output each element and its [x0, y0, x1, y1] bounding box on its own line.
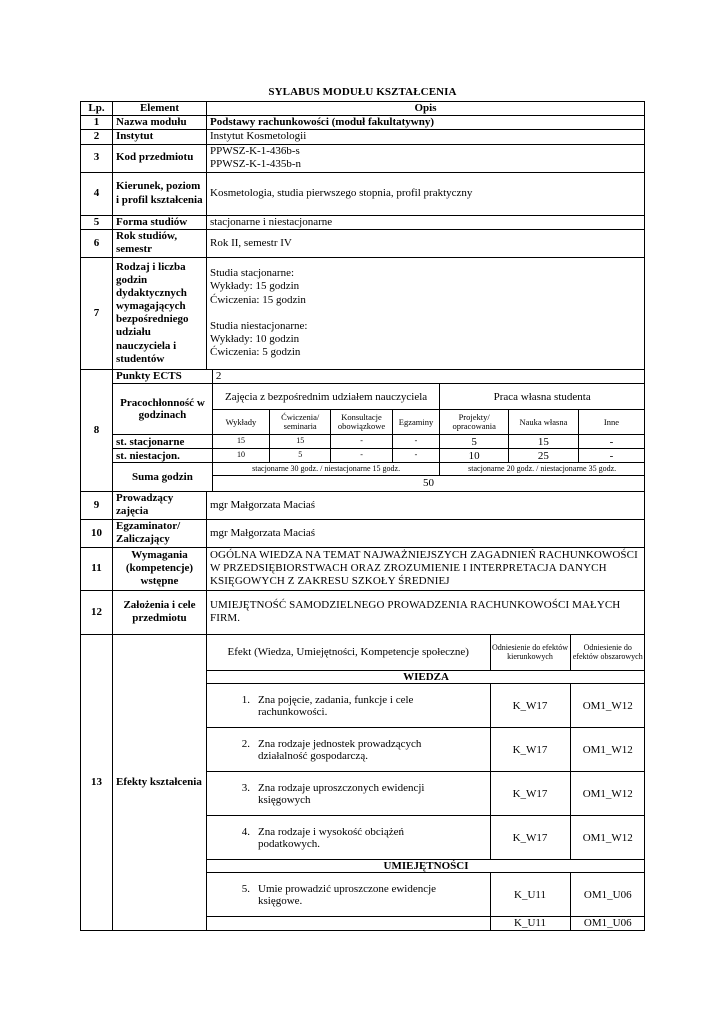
row-element: Egzaminator/ Zaliczający: [113, 519, 207, 547]
row-goals: [81, 590, 645, 634]
row-number: 8: [81, 369, 113, 491]
requirements-value: OGÓLNA WIEDZA NA TEMAT NAJWAŻNIEJSZYCH ZAGADNIEŃ RACHUNKOWOŚCI W PRZEDSIĘBIORSTWACH ORAZ ZROZUMIENIE I INTERPRETACJA DANYCH KSIĘGOWYCH Z ZAKRESU SZKOŁY ŚREDNIEJ: [207, 547, 645, 590]
module-name-value: Podstawy rachunkowości (moduł fakultatywny): [207, 116, 645, 130]
outcome-obsz: OM1_W12: [570, 772, 645, 816]
outcome-kier: K_W17: [490, 684, 570, 728]
header-row: [81, 102, 645, 116]
row-element: Nazwa modułu: [113, 116, 207, 130]
col-consultations: Konsultacje obowiązkowe: [331, 410, 392, 435]
hours-stac-exercises: Ćwiczenia: 15 godzin: [210, 293, 306, 306]
col-lectures: Wykłady: [212, 410, 269, 435]
row-element: Założenia i cele przedmiotu: [113, 590, 207, 634]
course-code-nonstationary: PPWSZ-K-1-435b-n: [210, 158, 302, 171]
col-self-study: Nauka własna: [509, 410, 579, 435]
row-examiner: [81, 519, 645, 547]
niestac-cell: -: [331, 449, 392, 463]
hours-niestac-lectures: Wykłady: 10 godzin: [210, 332, 300, 345]
row-study-form: [81, 215, 645, 229]
knowledge-heading: WIEDZA: [207, 671, 645, 684]
workload-table: [113, 370, 644, 491]
row-element: Forma studiów: [113, 215, 207, 229]
examiner-value: mgr Małgorzata Maciaś: [207, 519, 645, 547]
row-institute: [81, 130, 645, 144]
col-other: Inne: [578, 410, 644, 435]
row-number: 10: [81, 519, 113, 547]
stac-label: st. stacjonarne: [113, 435, 212, 449]
institute-value: Instytut Kosmetologii: [207, 130, 645, 144]
row-outcomes: [81, 634, 645, 930]
row-number: 7: [81, 257, 113, 369]
stac-cell: 5: [440, 435, 509, 449]
outcome-kier: K_U11: [490, 873, 570, 917]
row-number: 5: [81, 215, 113, 229]
outcome-kier: K_W17: [490, 816, 570, 860]
outcome-item-empty: [207, 917, 490, 930]
stac-cell: -: [392, 435, 440, 449]
row-element: Kierunek, poziom i profil kształcenia: [113, 172, 207, 215]
workload-label: Pracochłonność w godzinach: [113, 384, 212, 435]
ects-label: Punkty ECTS: [113, 370, 212, 384]
row-element: Rok studiów, semestr: [113, 229, 207, 257]
col-kier-header: Odniesienie do efektów kierunkowych: [490, 635, 570, 671]
stac-cell: -: [331, 435, 392, 449]
ects-value: 2: [212, 370, 644, 384]
year-value: Rok II, semestr IV: [207, 229, 645, 257]
col-obsz-header: Odniesienie do efektów obszarowych: [570, 635, 645, 671]
row-module-name: [81, 116, 645, 130]
row-element: Efekty kształcenia: [113, 634, 207, 930]
outcome-obsz: OM1_W12: [570, 728, 645, 772]
niestac-cell: 25: [509, 449, 579, 463]
outcome-item: [207, 816, 490, 860]
hours-value: [207, 257, 645, 369]
outcome-text: Zna rodzaje jednostek prowadzących działalność gospodarczą.: [258, 737, 422, 762]
direct-hours-heading: Zajęcia z bezpośrednim udziałem nauczyciela: [212, 384, 439, 410]
outcome-number: 3.: [241, 781, 250, 794]
row-number: 3: [81, 144, 113, 172]
goals-value: UMIEJĘTNOŚĆ SAMODZIELNEGO PROWADZENIA RACHUNKOWOŚCI MAŁYCH FIRM.: [207, 590, 645, 634]
study-form-value: stacjonarne i niestacjonarne: [207, 215, 645, 229]
hours-niestac-heading: Studia niestacjonarne:: [210, 319, 308, 332]
row-hours: [81, 257, 645, 369]
row-number: 2: [81, 130, 113, 144]
outcome-number: 1.: [241, 693, 250, 706]
row-number: 4: [81, 172, 113, 215]
row-number: 6: [81, 229, 113, 257]
col-projects: Projekty/ opracowania: [440, 410, 509, 435]
header-lp: Lp.: [81, 102, 113, 116]
outcome-text: Zna rodzaje i wysokość obciążeń podatkowych.: [258, 825, 404, 850]
outcome-number: 4.: [241, 825, 250, 838]
outcome-kier: K_U11: [490, 917, 570, 930]
outcome-text: Zna pojęcie, zadania, funkcje i cele rachunkowości.: [258, 693, 414, 718]
outcome-item: [207, 772, 490, 816]
col-exams: Egzaminy: [392, 410, 440, 435]
row-element: Instytut: [113, 130, 207, 144]
course-code-stationary: PPWSZ-K-1-436b-s: [210, 144, 300, 157]
niestac-cell: -: [578, 449, 644, 463]
stac-cell: 15: [270, 435, 331, 449]
outcome-number: 5.: [241, 882, 250, 895]
col-exercises: Ćwiczenia/ seminaria: [270, 410, 331, 435]
row-number: 9: [81, 491, 113, 519]
sum-total: 50: [212, 476, 644, 491]
outcome-number: 2.: [241, 737, 250, 750]
header-opis: Opis: [207, 102, 645, 116]
row-year: [81, 229, 645, 257]
outcome-kier: K_W17: [490, 772, 570, 816]
outcome-text: Zna rodzaje uproszczonych ewidencji księgowych: [258, 781, 425, 806]
hours-stac-lectures: Wykłady: 15 godzin: [210, 280, 300, 293]
row-number: 11: [81, 547, 113, 590]
row-element: Prowadzący zajęcia: [113, 491, 207, 519]
row-element: Rodzaj i liczba godzin dydaktycznych wymagających bezpośredniego udziału nauczyciela i studentów: [113, 257, 207, 369]
row-requirements: [81, 547, 645, 590]
hours-niestac-exercises: Ćwiczenia: 5 godzin: [210, 346, 301, 359]
row-workload: [81, 369, 645, 491]
sum-own: stacjonarne 20 godz. / niestacjonarne 35 godz.: [440, 463, 644, 476]
row-element: Kod przedmiotu: [113, 144, 207, 172]
field-value: Kosmetologia, studia pierwszego stopnia, profil praktyczny: [207, 172, 645, 215]
niestac-cell: 10: [440, 449, 509, 463]
own-work-heading: Praca własna studenta: [440, 384, 644, 410]
outcome-kier: K_W17: [490, 728, 570, 772]
row-field: [81, 172, 645, 215]
syllabus-table: [80, 101, 645, 931]
course-code-value: [207, 144, 645, 172]
stac-cell: 15: [509, 435, 579, 449]
row-number: 12: [81, 590, 113, 634]
niestac-cell: 10: [212, 449, 269, 463]
document-title: SYLABUS MODUŁU KSZTAŁCENIA: [268, 86, 457, 98]
row-element: Wymagania (kompetencje) wstępne: [113, 547, 207, 590]
sum-direct: stacjonarne 30 godz. / niestacjonarne 15 godz.: [212, 463, 439, 476]
outcome-item: [207, 684, 490, 728]
hours-stac-heading: Studia stacjonarne:: [210, 267, 295, 280]
outcome-obsz: OM1_W12: [570, 684, 645, 728]
col-effect-header: Efekt (Wiedza, Umiejętności, Kompetencje społeczne): [207, 635, 490, 671]
teacher-value: mgr Małgorzata Maciaś: [207, 491, 645, 519]
skills-heading: UMIEJĘTNOŚCI: [207, 860, 645, 873]
niestac-cell: 5: [270, 449, 331, 463]
row-teacher: [81, 491, 645, 519]
stac-cell: 15: [212, 435, 269, 449]
outcome-obsz: OM1_W12: [570, 816, 645, 860]
outcome-item: [207, 728, 490, 772]
row-number: 1: [81, 116, 113, 130]
sum-label: Suma godzin: [113, 463, 212, 491]
outcome-obsz: OM1_U06: [570, 873, 645, 917]
niestac-cell: -: [392, 449, 440, 463]
outcome-obsz: OM1_U06: [570, 917, 645, 930]
outcome-item: [207, 873, 490, 917]
row-number: 13: [81, 634, 113, 930]
outcome-text: Umie prowadzić uproszczone ewidencje księgowe.: [258, 882, 437, 907]
stac-cell: -: [578, 435, 644, 449]
row-course-code: [81, 144, 645, 172]
header-element: Element: [113, 102, 207, 116]
niestac-label: st. niestacjon.: [113, 449, 212, 463]
outcomes-table: [207, 635, 645, 930]
